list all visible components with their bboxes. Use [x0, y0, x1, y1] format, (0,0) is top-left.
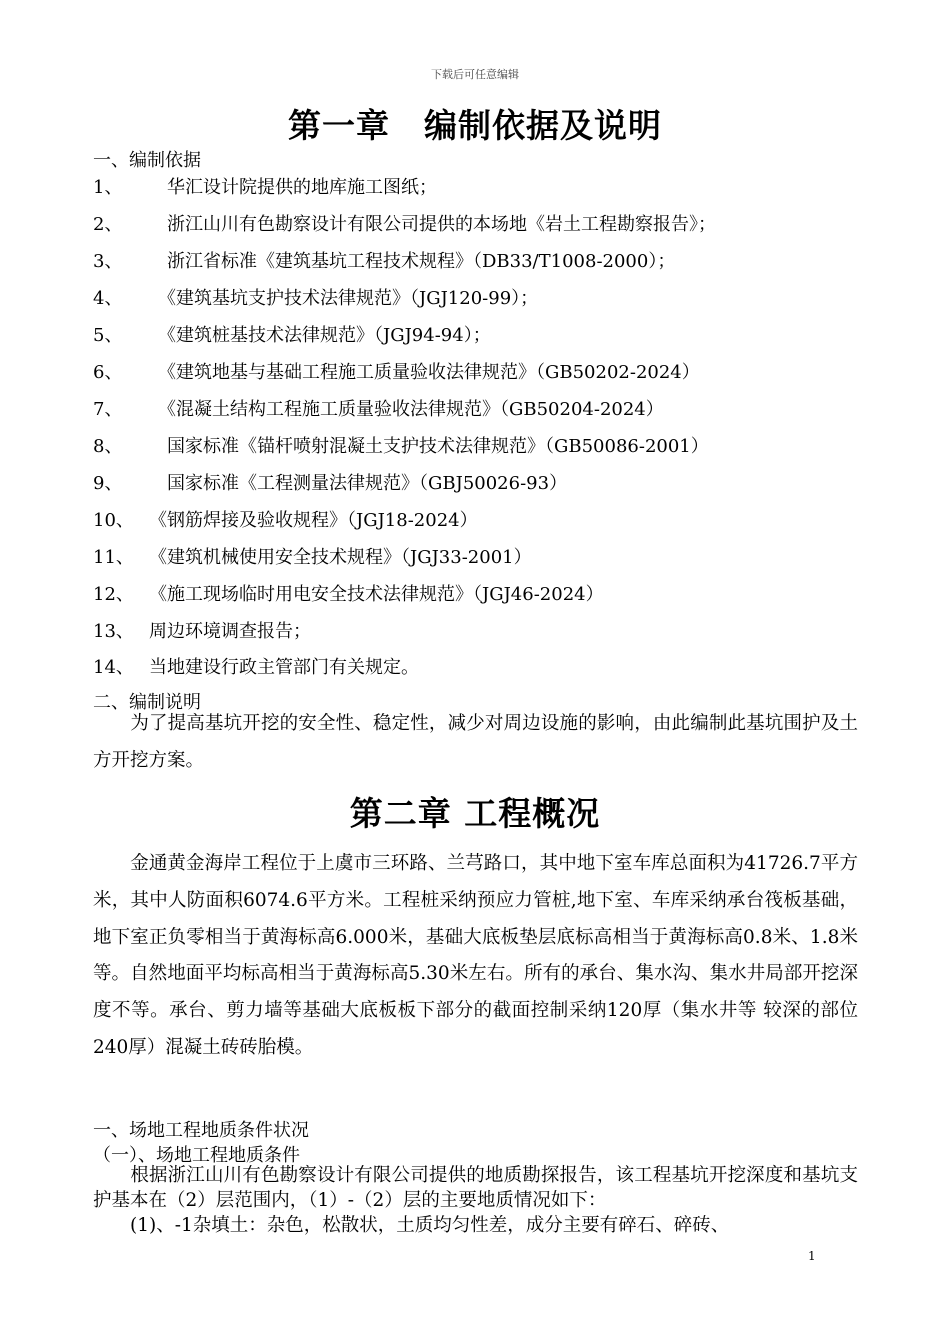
list-item-text: 《建筑机械使用安全技术规程》（JGJ33-2001）: [149, 547, 532, 568]
list-item-number: 8、: [93, 436, 123, 457]
section-explanation-heading: 二、编制说明: [93, 692, 201, 713]
list-item-text: 周边环境调查报告；: [149, 621, 311, 642]
list-item: [93, 247, 675, 273]
geology-paragraph: 根据浙江山川有色勘察设计有限公司提供的地质勘探报告，该工程基坑开挖深度和基坑支护基本在（2）层范围内，（1）-（2）层的主要地质情况如下：: [93, 1165, 858, 1211]
list-item: [93, 284, 538, 310]
list-item-text: 《建筑地基与基础工程施工质量验收法律规范》（GB50202-2024）: [149, 362, 700, 383]
list-item: [93, 653, 419, 679]
list-item-number: 10、: [93, 510, 134, 531]
section-basis-heading: 一、编制依据: [93, 150, 201, 171]
list-item: [93, 469, 567, 495]
list-item-text: 《建筑基坑支护技术法律规范》（JGJ120-99）；: [149, 288, 539, 309]
list-item: [93, 321, 491, 347]
list-item-text: 《建筑桩基技术法律规范》（JGJ94-94）；: [149, 325, 491, 346]
list-item-text: 浙江山川有色勘察设计有限公司提供的本场地《岩土工程勘察报告》；: [149, 214, 716, 235]
list-item-number: 11、: [93, 547, 134, 568]
list-item-number: 9、: [93, 473, 123, 494]
list-item: [93, 617, 311, 643]
page-number: 1: [808, 1249, 816, 1263]
list-item-number: 14、: [93, 657, 134, 678]
list-item: [93, 173, 437, 199]
list-item-text: 国家标准《工程测量法律规范》（GBJ50026-93）: [149, 473, 568, 494]
list-item-number: 12、: [93, 584, 134, 605]
list-item-text: 当地建设行政主管部门有关规定。: [149, 657, 419, 678]
explanation-paragraph: 为了提高基坑开挖的安全性、稳定性，减少对周边设施的影响，由此编制此基坑围护及土方开挖方案。: [93, 713, 858, 771]
list-item-text: 浙江省标准《建筑基坑工程技术规程》（DB33/T1008-2000）；: [149, 251, 676, 272]
list-item: [93, 395, 664, 421]
list-item: [93, 506, 478, 532]
chapter-1-title: 第一章 编制依据及说明: [288, 106, 662, 145]
list-item: [93, 210, 716, 236]
chapter-2-title: 第二章 工程概况: [349, 794, 601, 833]
list-item-number: 6、: [93, 362, 123, 383]
list-item: [93, 358, 700, 384]
list-item-text: 国家标准《锚杆喷射混凝土支护技术法律规范》（GB50086-2001）: [149, 436, 709, 457]
subsection-geology-heading: （一）、场地工程地质条件: [93, 1145, 300, 1166]
list-item-number: 3、: [93, 251, 123, 272]
geology-layer-paragraph: (1)、-1杂填土：杂色，松散状，土质均匀性差，成分主要有碎石、碎砖、: [93, 1215, 730, 1236]
list-item-text: 《混凝土结构工程施工质量验收法律规范》（GB50204-2024）: [149, 399, 664, 420]
list-item-number: 5、: [93, 325, 123, 346]
page-header: 下载后可任意编辑: [431, 68, 519, 81]
list-item-text: 《钢筋焊接及验收规程》（JGJ18-2024）: [149, 510, 478, 531]
list-item-number: 7、: [93, 399, 123, 420]
list-item-number: 2、: [93, 214, 123, 235]
list-item-text: 华汇设计院提供的地库施工图纸；: [149, 177, 437, 198]
list-item-number: 1、: [93, 177, 123, 198]
list-item-number: 4、: [93, 288, 123, 309]
project-overview-paragraph: 金通黄金海岸工程位于上虞市三环路、兰芎路口，其中地下室车库总面积为41726.7平方米，其中人防面积6074.6平方米。工程桩采纳预应力管桩,地下室、车库采纳承台筏板基础，地下室正负零相当于黄海标高6.000米，基础大底板垫层底标高相当于黄海标高0.8米、1.8米等。自然地面平均标高相当于黄海标高5.30米左右。所有的承台、集水沟、集水井局部开挖深度不等。承台、剪力墙等基础大底板板下部分的截面控制采纳120厚（集水井等 较深的部位240厚）混凝土砖砖胎模。: [93, 853, 858, 1058]
list-item-number: 13、: [93, 621, 134, 642]
list-item-text: 《施工现场临时用电安全技术法律规范》（JGJ46-2024）: [149, 584, 604, 605]
list-item: [93, 580, 604, 606]
list-item: [93, 543, 532, 569]
section-geology-heading: 一、场地工程地质条件状况: [93, 1120, 309, 1141]
list-item: [93, 432, 709, 458]
